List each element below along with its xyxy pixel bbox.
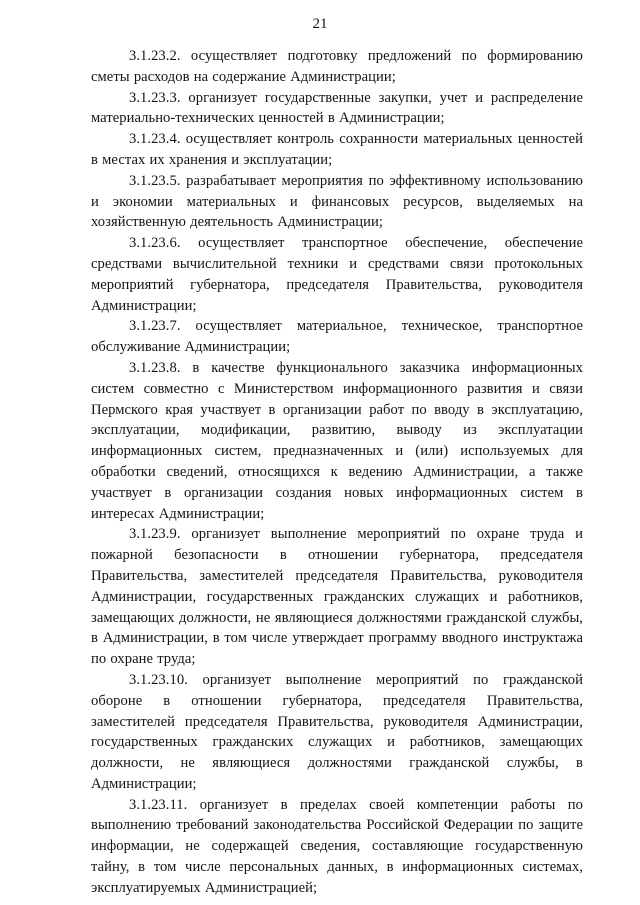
document-body <box>91 46 583 899</box>
paragraph-3-1-23-4: 3.1.23.4. осуществляет контроль сохранности материальных ценностей в местах их хранения и эксплуатации; <box>91 131 583 168</box>
paragraph-3-1-23-5: 3.1.23.5. разрабатывает мероприятия по эффективному использованию и экономии материальных и финансовых ресурсов, выделяемых на хозяйственную деятельность Администрации; <box>91 172 583 231</box>
paragraph-3-1-23-11: 3.1.23.11. организует в пределах своей компетенции работы по выполнению требований законодательства Российской Федерации по защите информации, не содержащей сведения, составляющие государственную тайну, в том числе персональных данных, в информационных системах, эксплуатируемых Администрацией; <box>91 796 583 896</box>
paragraph-3-1-23-6: 3.1.23.6. осуществляет транспортное обеспечение, обеспечение средствами вычислительной техники и средствами связи протокольных мероприятий губернатора, председателя Правительства, руководителя Администрации; <box>91 235 583 314</box>
page-number: 21 <box>312 16 328 32</box>
paragraph-3-1-23-10: 3.1.23.10. организует выполнение мероприятий по гражданской обороне в отношении губернатора, председателя Правительства, заместителей председателя Правительства, руководителя Администрации, государственных гражданских служащих и работников, замещающих должности, не являющиеся должностями гражданской службы, в Администрации; <box>91 671 583 792</box>
paragraph-3-1-23-7: 3.1.23.7. осуществляет материальное, техническое, транспортное обслуживание Администрации; <box>91 318 583 356</box>
paragraph-3-1-23-2: 3.1.23.2. осуществляет подготовку предложений по формированию сметы расходов на содержание Администрации; <box>91 48 583 85</box>
paragraph-3-1-23-3: 3.1.23.3. организует государственные закупки, учет и распределение материально-технических ценностей в Администрации; <box>91 89 583 127</box>
paragraph-3-1-23-8: 3.1.23.8. в качестве функционального заказчика информационных систем совместно с Министерством информационного развития и связи Пермского края участвует в организации работ по вводу в эксплуатацию, эксплуатации, модификации, развитию, выводу из эксплуатации информационных систем, предназначенных и (или) используемых для обработки сведений, относящихся к ведению Администрации, а также участвует в организации создания новых информационных систем в интересах Администрации; <box>91 359 583 522</box>
paragraph-3-1-23-9: 3.1.23.9. организует выполнение мероприятий по охране труда и пожарной безопасности в отношении губернатора, председателя Правительства, заместителей председателя Правительства, руководителя Администрации, государственных гражданских служащих и работников, замещающих должности, не являющиеся должностями гражданской службы, в Администрации, в том числе утверждает программу вводного инструктажа по охране труда; <box>91 526 583 668</box>
